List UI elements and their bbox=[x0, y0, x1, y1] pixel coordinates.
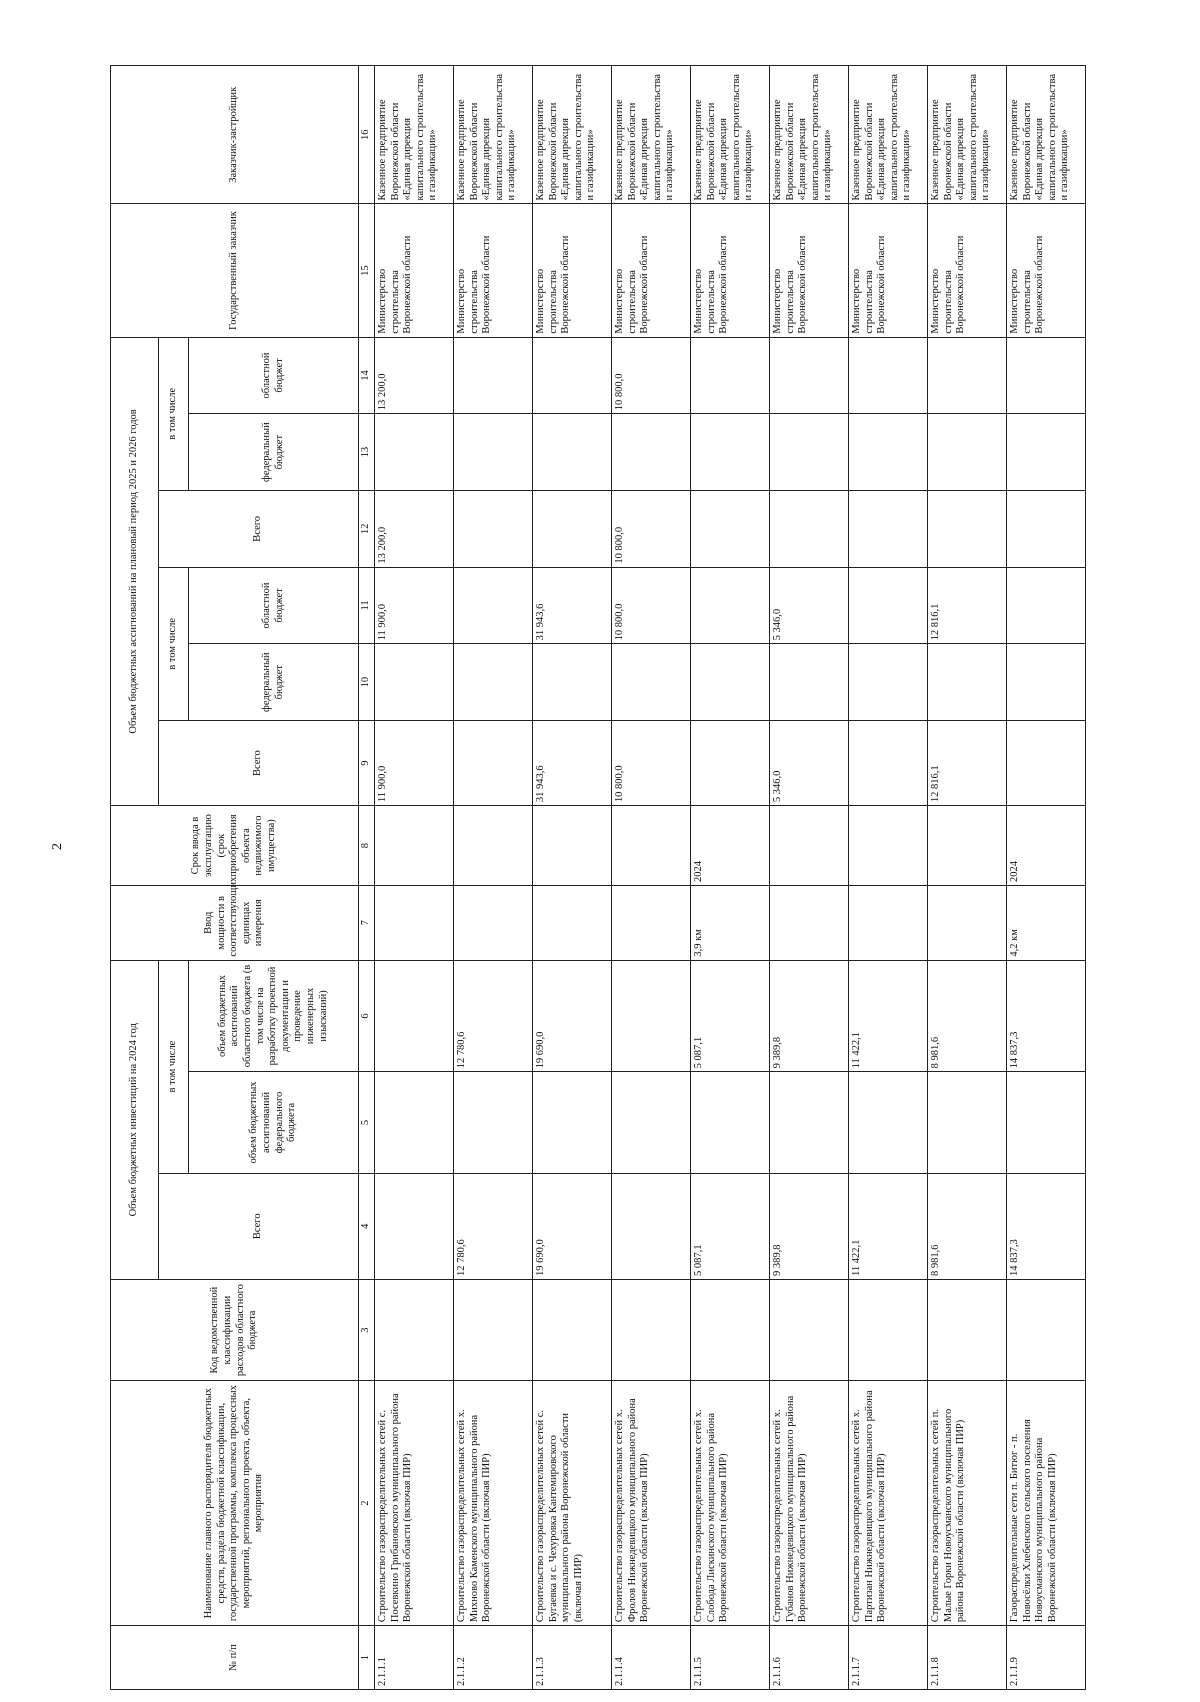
table-row bbox=[770, 66, 849, 1690]
header-name: Наименование главного распорядителя бюджетных средств, раздела бюджетной классификации, государственной программы, комплекса процессных мероприятий, регионального проекта, объекта, мероприятия bbox=[111, 1381, 359, 1626]
capacity bbox=[928, 886, 1007, 961]
header-federal-2025: федеральный бюджет bbox=[189, 644, 359, 721]
federal-2025 bbox=[533, 644, 612, 721]
regional-2025 bbox=[454, 567, 533, 644]
total-2025: 11 900,0 bbox=[375, 720, 454, 805]
column-index: 8 bbox=[359, 806, 375, 886]
regional-investment-2024 bbox=[375, 960, 454, 1072]
state-customer: Министерство строительства Воронежской области bbox=[533, 204, 612, 337]
regional-2026 bbox=[928, 337, 1007, 414]
total-2026 bbox=[691, 490, 770, 567]
budget-code bbox=[770, 1280, 849, 1381]
column-index: 6 bbox=[359, 960, 375, 1072]
header-total-2026: Всего bbox=[159, 490, 359, 567]
header-developer: Заказчик-застройщик bbox=[111, 66, 359, 205]
row-number: 2.1.1.2 bbox=[454, 1626, 533, 1690]
federal-investment-2024 bbox=[691, 1072, 770, 1173]
commission-year bbox=[770, 806, 849, 886]
regional-investment-2024: 8 981,6 bbox=[928, 960, 1007, 1072]
regional-2025: 12 816,1 bbox=[928, 567, 1007, 644]
header-incl-2025: в том числе bbox=[159, 567, 189, 720]
object-name: Строительство газораспределительных сетей х. Губанов Нижнедевицкого муниципального района Воронежской области (включая ПИР) bbox=[770, 1381, 849, 1626]
federal-investment-2024 bbox=[1007, 1072, 1086, 1173]
table-row bbox=[533, 66, 612, 1690]
total-2025 bbox=[849, 720, 928, 805]
budget-code bbox=[1007, 1280, 1086, 1381]
header-code: Код ведомственной классификации расходов областного бюджета bbox=[111, 1280, 359, 1381]
row-number: 2.1.1.1 bbox=[375, 1626, 454, 1690]
total-2026 bbox=[770, 490, 849, 567]
state-customer: Министерство строительства Воронежской области bbox=[375, 204, 454, 337]
regional-2026 bbox=[770, 337, 849, 414]
federal-investment-2024 bbox=[612, 1072, 691, 1173]
capacity bbox=[770, 886, 849, 961]
regional-2026 bbox=[533, 337, 612, 414]
commission-year bbox=[612, 806, 691, 886]
regional-2026: 10 800,0 bbox=[612, 337, 691, 414]
regional-2025: 10 800,0 bbox=[612, 567, 691, 644]
column-index: 16 bbox=[359, 66, 375, 205]
state-customer: Министерство строительства Воронежской области bbox=[928, 204, 1007, 337]
row-number: 2.1.1.3 bbox=[533, 1626, 612, 1690]
investment-total-2024: 11 422,1 bbox=[849, 1173, 928, 1279]
row-number: 2.1.1.9 bbox=[1007, 1626, 1086, 1690]
investment-total-2024: 9 389,8 bbox=[770, 1173, 849, 1279]
header-regional-investments: объем бюджетных ассигнований областного бюджета (в том числе на разработку проектной документации и проведение инженерных изысканий) bbox=[189, 960, 359, 1072]
column-index: 3 bbox=[359, 1280, 375, 1381]
investment-total-2024: 14 837,3 bbox=[1007, 1173, 1086, 1279]
header-regional-2025: областной бюджет bbox=[189, 567, 359, 644]
developer: Казенное предприятие Воронежской области «Единая дирекция капитального строительства и газификации» bbox=[928, 66, 1007, 205]
commission-year bbox=[849, 806, 928, 886]
object-name: Строительство газораспределительных сетей х. Партизан Нижнедевицкого муниципального района Воронежской области (включая ПИР) bbox=[849, 1381, 928, 1626]
regional-investment-2024: 9 389,8 bbox=[770, 960, 849, 1072]
developer: Казенное предприятие Воронежской области «Единая дирекция капитального строительства и газификации» bbox=[375, 66, 454, 205]
federal-investment-2024 bbox=[849, 1072, 928, 1173]
column-index: 15 bbox=[359, 204, 375, 337]
state-customer: Министерство строительства Воронежской области bbox=[454, 204, 533, 337]
regional-investment-2024: 19 690,0 bbox=[533, 960, 612, 1072]
capacity bbox=[533, 886, 612, 961]
object-name: Строительство газораспределительных сетей х. Фролов Нижнедевицкого муниципального района Воронежской области (включая ПИР) bbox=[612, 1381, 691, 1626]
object-name: Строительство газораспределительных сетей х. Слобода Лискинского муниципального района Воронежской области (включая ПИР) bbox=[691, 1381, 770, 1626]
column-index: 2 bbox=[359, 1381, 375, 1626]
header-federal-2026: федеральный бюджет bbox=[189, 414, 359, 491]
row-number: 2.1.1.8 bbox=[928, 1626, 1007, 1690]
header-number: № п/п bbox=[111, 1626, 359, 1690]
regional-2026 bbox=[691, 337, 770, 414]
regional-2025: 11 900,0 bbox=[375, 567, 454, 644]
federal-2025 bbox=[928, 644, 1007, 721]
developer: Казенное предприятие Воронежской области «Единая дирекция капитального строительства и газификации» bbox=[770, 66, 849, 205]
investment-total-2024 bbox=[612, 1173, 691, 1279]
commission-year: 2024 bbox=[691, 806, 770, 886]
total-2025: 31 943,6 bbox=[533, 720, 612, 805]
investment-total-2024: 5 087,1 bbox=[691, 1173, 770, 1279]
table-row bbox=[375, 66, 454, 1690]
federal-2026 bbox=[1007, 414, 1086, 491]
total-2026 bbox=[454, 490, 533, 567]
federal-2026 bbox=[928, 414, 1007, 491]
developer: Казенное предприятие Воронежской области «Единая дирекция капитального строительства и газификации» bbox=[691, 66, 770, 205]
capacity bbox=[454, 886, 533, 961]
column-index: 1 bbox=[359, 1626, 375, 1690]
capacity: 4,2 км bbox=[1007, 886, 1086, 961]
total-2025 bbox=[454, 720, 533, 805]
state-customer: Министерство строительства Воронежской области bbox=[691, 204, 770, 337]
commission-year bbox=[928, 806, 1007, 886]
investment-total-2024: 12 780,6 bbox=[454, 1173, 533, 1279]
developer: Казенное предприятие Воронежской области «Единая дирекция капитального строительства и газификации» bbox=[454, 66, 533, 205]
state-customer: Министерство строительства Воронежской области bbox=[770, 204, 849, 337]
header-total-2025: Всего bbox=[159, 720, 359, 805]
total-2026 bbox=[1007, 490, 1086, 567]
federal-2026 bbox=[612, 414, 691, 491]
federal-investment-2024 bbox=[928, 1072, 1007, 1173]
investment-table bbox=[110, 65, 1086, 1690]
commission-year bbox=[533, 806, 612, 886]
capacity: 3,9 км bbox=[691, 886, 770, 961]
state-customer: Министерство строительства Воронежской области bbox=[849, 204, 928, 337]
developer: Казенное предприятие Воронежской области «Единая дирекция капитального строительства и газификации» bbox=[533, 66, 612, 205]
table-row bbox=[1007, 66, 1086, 1690]
federal-2025 bbox=[1007, 644, 1086, 721]
header-commission: Срок ввода в эксплуатацию (срок приобретения объекта недвижимого имущества) bbox=[111, 806, 359, 886]
budget-code bbox=[928, 1280, 1007, 1381]
regional-2026 bbox=[454, 337, 533, 414]
budget-code bbox=[612, 1280, 691, 1381]
budget-code bbox=[849, 1280, 928, 1381]
header-incl-2026: в том числе bbox=[159, 337, 189, 490]
capacity bbox=[375, 886, 454, 961]
object-name: Строительство газораспределительных сетей х. Михново Каменского муниципального района Воронежской области (включая ПИР) bbox=[454, 1381, 533, 1626]
developer: Казенное предприятие Воронежской области «Единая дирекция капитального строительства и газификации» bbox=[849, 66, 928, 205]
regional-investment-2024 bbox=[612, 960, 691, 1072]
total-2026 bbox=[533, 490, 612, 567]
regional-2025 bbox=[1007, 567, 1086, 644]
object-name: Строительство газораспределительных сетей с. Бугаевка и с. Чехуровка Кантемировского муниципального района Воронежской области (включая ПИР) bbox=[533, 1381, 612, 1626]
capacity bbox=[612, 886, 691, 961]
federal-2026 bbox=[533, 414, 612, 491]
column-index: 7 bbox=[359, 886, 375, 961]
total-2026: 10 800,0 bbox=[612, 490, 691, 567]
regional-2026: 13 200,0 bbox=[375, 337, 454, 414]
federal-2025 bbox=[375, 644, 454, 721]
object-name: Газораспределительные сети п. Битюг - п. Новосёлки Хлебенского сельского поселения Новоусманского муниципального района Воронежской области (включая ПИР) bbox=[1007, 1381, 1086, 1626]
federal-investment-2024 bbox=[533, 1072, 612, 1173]
federal-investment-2024 bbox=[770, 1072, 849, 1173]
federal-2025 bbox=[454, 644, 533, 721]
total-2026: 13 200,0 bbox=[375, 490, 454, 567]
total-2025 bbox=[691, 720, 770, 805]
column-index: 9 bbox=[359, 720, 375, 805]
table-row bbox=[928, 66, 1007, 1690]
budget-code bbox=[533, 1280, 612, 1381]
budget-code bbox=[691, 1280, 770, 1381]
developer: Казенное предприятие Воронежской области «Единая дирекция капитального строительства и газификации» bbox=[612, 66, 691, 205]
table-row bbox=[454, 66, 533, 1690]
row-number: 2.1.1.7 bbox=[849, 1626, 928, 1690]
table-row bbox=[691, 66, 770, 1690]
table-row bbox=[612, 66, 691, 1690]
federal-2025 bbox=[849, 644, 928, 721]
regional-investment-2024: 5 087,1 bbox=[691, 960, 770, 1072]
commission-year bbox=[375, 806, 454, 886]
total-2026 bbox=[849, 490, 928, 567]
column-index: 4 bbox=[359, 1173, 375, 1279]
object-name: Строительство газораспределительных сетей п. Малые Горки Новоусманского муниципального района Воронежской области (включая ПИР) bbox=[928, 1381, 1007, 1626]
column-index: 12 bbox=[359, 490, 375, 567]
document-page bbox=[110, 65, 1071, 1690]
row-number: 2.1.1.5 bbox=[691, 1626, 770, 1690]
commission-year bbox=[454, 806, 533, 886]
table-body bbox=[375, 66, 1086, 1690]
row-number: 2.1.1.6 bbox=[770, 1626, 849, 1690]
federal-2025 bbox=[770, 644, 849, 721]
commission-year: 2024 bbox=[1007, 806, 1086, 886]
header-capacity: Ввод мощности в соответствующих единицах измерения bbox=[111, 886, 359, 961]
header-total-2024: Всего bbox=[159, 1173, 359, 1279]
federal-investment-2024 bbox=[454, 1072, 533, 1173]
total-2025: 10 800,0 bbox=[612, 720, 691, 805]
federal-2026 bbox=[691, 414, 770, 491]
investment-total-2024: 19 690,0 bbox=[533, 1173, 612, 1279]
total-2025: 5 346,0 bbox=[770, 720, 849, 805]
column-index: 5 bbox=[359, 1072, 375, 1173]
column-index: 13 bbox=[359, 414, 375, 491]
header-investments-2024: Объем бюджетных инвестиций на 2024 год bbox=[111, 960, 159, 1279]
object-name: Строительство газораспределительных сетей с. Посевкино Грибановского муниципального района Воронежской области (включая ПИР) bbox=[375, 1381, 454, 1626]
budget-code bbox=[375, 1280, 454, 1381]
total-2026 bbox=[928, 490, 1007, 567]
federal-2025 bbox=[691, 644, 770, 721]
page-number: 2 bbox=[50, 843, 65, 850]
regional-2026 bbox=[849, 337, 928, 414]
federal-2025 bbox=[612, 644, 691, 721]
developer: Казенное предприятие Воронежской области «Единая дирекция капитального строительства и газификации» bbox=[1007, 66, 1086, 205]
header-federal-investments: объем бюджетных ассигнований федерального бюджета bbox=[189, 1072, 359, 1173]
regional-2025 bbox=[691, 567, 770, 644]
federal-2026 bbox=[375, 414, 454, 491]
column-index: 14 bbox=[359, 337, 375, 414]
state-customer: Министерство строительства Воронежской области bbox=[612, 204, 691, 337]
federal-investment-2024 bbox=[375, 1072, 454, 1173]
capacity bbox=[849, 886, 928, 961]
regional-investment-2024: 12 780,6 bbox=[454, 960, 533, 1072]
regional-2025 bbox=[849, 567, 928, 644]
header-incl-2024: в том числе bbox=[159, 960, 189, 1173]
regional-2025: 31 943,6 bbox=[533, 567, 612, 644]
regional-investment-2024: 14 837,3 bbox=[1007, 960, 1086, 1072]
header-regional-2026: областной бюджет bbox=[189, 337, 359, 414]
regional-2025: 5 346,0 bbox=[770, 567, 849, 644]
regional-investment-2024: 11 422,1 bbox=[849, 960, 928, 1072]
state-customer: Министерство строительства Воронежской области bbox=[1007, 204, 1086, 337]
federal-2026 bbox=[849, 414, 928, 491]
total-2025: 12 816,1 bbox=[928, 720, 1007, 805]
table-row bbox=[849, 66, 928, 1690]
header-customer: Государственный заказчик bbox=[111, 204, 359, 337]
total-2025 bbox=[1007, 720, 1086, 805]
federal-2026 bbox=[454, 414, 533, 491]
row-number: 2.1.1.4 bbox=[612, 1626, 691, 1690]
investment-total-2024: 8 981,6 bbox=[928, 1173, 1007, 1279]
federal-2026 bbox=[770, 414, 849, 491]
header-planned-period: Объем бюджетных ассигнований на плановый период 2025 и 2026 годов bbox=[111, 337, 159, 806]
column-index: 10 bbox=[359, 644, 375, 721]
regional-2026 bbox=[1007, 337, 1086, 414]
column-index: 11 bbox=[359, 567, 375, 644]
budget-code bbox=[454, 1280, 533, 1381]
investment-total-2024 bbox=[375, 1173, 454, 1279]
